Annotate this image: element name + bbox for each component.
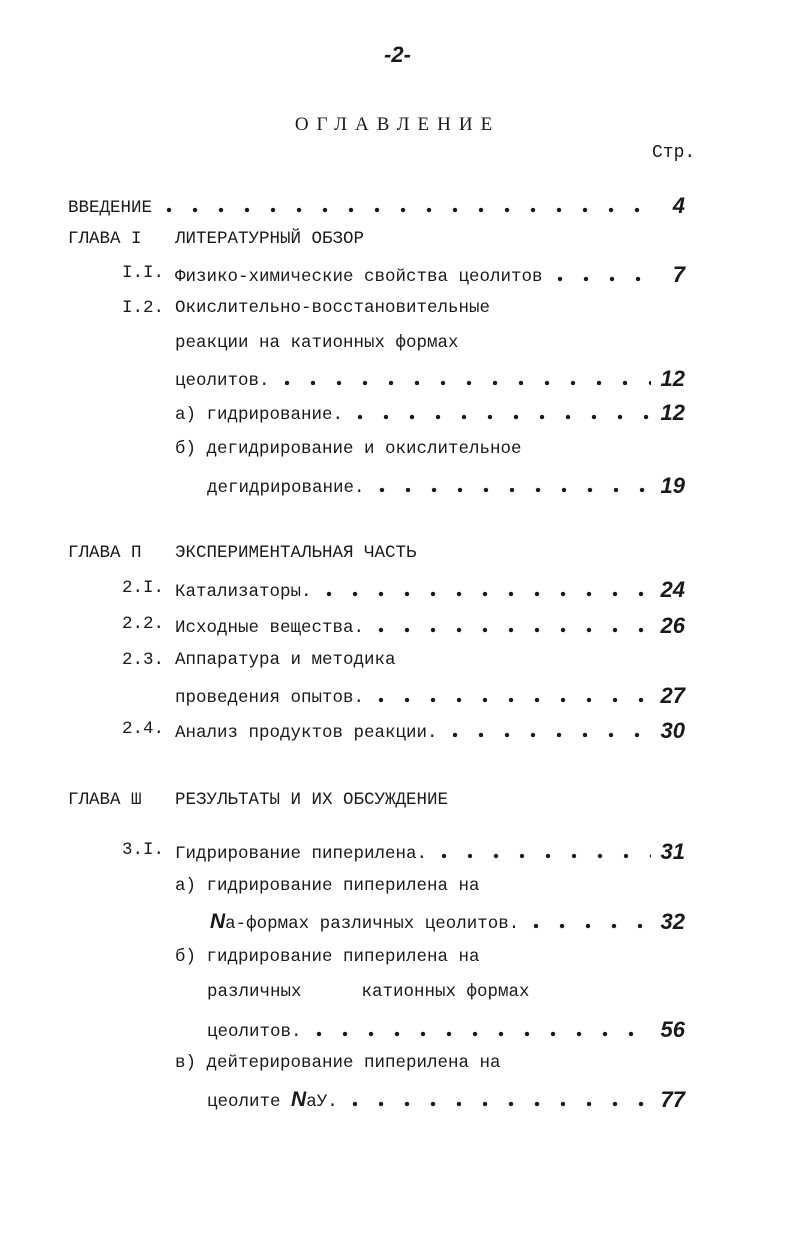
toc-entry-3-1[interactable] (175, 840, 685, 864)
entry-page: 4 (672, 193, 685, 218)
entry-text: а) гидрирование пиперилена на (175, 876, 480, 896)
entry-text: цеолите (207, 1092, 292, 1112)
chapter-3-label: ГЛАВА Ш (68, 790, 142, 810)
entry-text: аУ. (306, 1092, 338, 1112)
entry-page: 30 (660, 718, 685, 743)
toc-entry-2-4[interactable] (175, 719, 685, 743)
entry-page: 26 (660, 613, 685, 638)
entry-page: 32 (660, 909, 685, 934)
section-number: 3.I. (122, 840, 165, 860)
entry-page: 24 (660, 577, 685, 602)
dot-leader (547, 276, 651, 282)
entry-text: ВВЕДЕНИЕ (68, 198, 153, 218)
section-number: 2.3. (122, 650, 165, 670)
entry-page: 31 (660, 839, 685, 864)
dot-leader (316, 591, 651, 597)
entry-page: 19 (660, 473, 685, 498)
toc-entry-1-2-b[interactable] (207, 474, 685, 498)
chapter-2-title[interactable]: ЭКСПЕРИМЕНТАЛЬНАЯ ЧАСТЬ (175, 543, 417, 563)
dot-leader (368, 627, 651, 633)
entry-text: цеолитов. (175, 371, 270, 391)
page-column-label: Стр. (652, 143, 696, 163)
toc-entry-1-1[interactable] (175, 263, 685, 287)
entry-text-part: различных (207, 982, 302, 1002)
toc-entry-1-2[interactable] (175, 367, 685, 391)
dot-leader (156, 207, 651, 213)
dot-leader (274, 380, 651, 386)
entry-text: Исходные вещества. (175, 618, 365, 638)
entry-text: Аппаратура и методика (175, 650, 396, 670)
dot-leader (523, 923, 651, 929)
section-number: I.2. (122, 298, 165, 318)
entry-text: а) гидрирование. (175, 405, 344, 425)
entry-page: 27 (660, 683, 685, 708)
entry-text (207, 982, 530, 1002)
entry-page: 56 (660, 1017, 685, 1042)
dot-leader (347, 414, 651, 420)
entry-text: дегидрирование. (207, 478, 365, 498)
entry-text: Гидрирование пиперилена. (175, 844, 428, 864)
chapter-3-title[interactable]: РЕЗУЛЬТАТЫ И ИХ ОБСУЖДЕНИЕ (175, 790, 449, 810)
dot-leader (369, 487, 651, 493)
chapter-2-label: ГЛАВА П (68, 543, 142, 563)
page-number: -2- (384, 42, 411, 67)
entry-text: б) гидрирование пиперилена на (175, 947, 480, 967)
dot-leader (442, 732, 651, 738)
dot-leader (431, 853, 651, 859)
entry-page: 12 (660, 400, 685, 425)
dot-leader (306, 1031, 651, 1037)
section-number: I.I. (122, 263, 165, 283)
section-number: 2.4. (122, 719, 165, 739)
entry-text: а-формах различных цеолитов. (225, 914, 520, 934)
handwritten-letter: N (210, 910, 226, 933)
section-number: 2.I. (122, 578, 165, 598)
toc-entry-2-3[interactable] (175, 684, 685, 708)
dot-leader (368, 697, 651, 703)
entry-text: Катализаторы. (175, 582, 312, 602)
chapter-1-label: ГЛАВА I (68, 229, 142, 249)
toc-entry-3-1-c[interactable] (207, 1088, 685, 1112)
handwritten-letter: N (291, 1088, 307, 1111)
toc-entry-1-2-a[interactable] (175, 401, 685, 425)
entry-text: Анализ продуктов реакции. (175, 723, 438, 743)
toc-entry-2-2[interactable] (175, 614, 685, 638)
entry-page: 77 (660, 1087, 685, 1112)
entry-text: цеолитов. (207, 1022, 302, 1042)
toc-entry-3-1-a[interactable] (210, 910, 685, 934)
entry-text: Окислительно-восстановительные (175, 298, 491, 318)
entry-page: 7 (672, 262, 685, 287)
entry-text: проведения опытов. (175, 688, 365, 708)
toc-entry-2-1[interactable] (175, 578, 685, 602)
entry-text: Физико-химические свойства цеолитов (175, 267, 543, 287)
section-number: 2.2. (122, 614, 165, 634)
chapter-1-title[interactable]: ЛИТЕРАТУРНЫЙ ОБЗОР (175, 229, 365, 249)
dot-leader (342, 1101, 651, 1107)
entry-page: 12 (660, 366, 685, 391)
entry-text: б) дегидрирование и окислительное (175, 439, 522, 459)
page-title: ОГЛАВЛЕНИЕ (294, 114, 501, 135)
entry-text: реакции на катионных формах (175, 333, 459, 353)
entry-text-part: катионных формах (361, 982, 530, 1002)
toc-entry-3-1-b[interactable] (207, 1018, 685, 1042)
toc-entry-intro[interactable] (68, 194, 685, 218)
entry-text: в) дейтерирование пиперилена на (175, 1053, 501, 1073)
